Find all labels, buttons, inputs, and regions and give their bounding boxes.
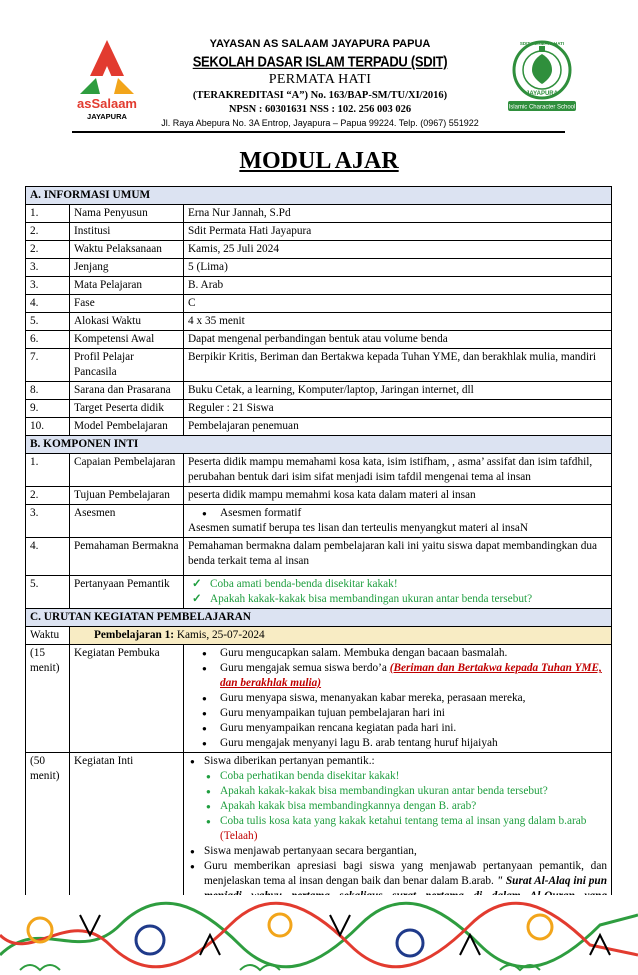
table-row: 1. Capaian Pembelajaran Peserta didik mampu memahami kosa kata, isim istifham, , asma’ assifat dan isim tafdhil, perubahan bentuk dari isim sifat menjadi isim tafdil mengenai tema al insan (26, 454, 612, 487)
accreditation: (TERAKREDITASI “A”) No. 163/BAP-SM/TU/XI/2016) (192, 90, 448, 101)
emblem-tagline: Islamic Character School (508, 104, 576, 111)
assalaam-logo (70, 36, 144, 122)
list-item: ● Guru menyapa siswa, menanyakan kabar mereka, perasaan mereka, (188, 691, 607, 706)
list-item: ● Guru menyampaikan rencana kegiatan pada hari ini. (188, 721, 607, 736)
table-row: 3. Asesmen ● Asesmen formatif Asesmen sumatif berupa tes lisan dan terteulis menyangkut materi al insaN (26, 505, 612, 538)
foundation-name: YAYASAN AS SALAAM JAYAPURA PAPUA (209, 38, 431, 50)
table-row: 4. Pemahaman Bermakna Pemahaman bermakna dalam pembelajaran kali ini yaitu siswa dapat membandingkan dua benda terkait tema al insan (26, 538, 612, 576)
list-item: ● Apakah kakak-kakak bisa membandingkan ukuran antar benda tersebut? (188, 784, 607, 799)
table-row: 1. Nama Penyusun Erna Nur Jannah, S.Pd (26, 205, 612, 223)
list-item: ● Guru mengucapkan salam. Membuka dengan bacaan basmalah. (188, 646, 607, 661)
list-item: ● Guru menyampaikan tujuan pembelajaran hari ini (188, 706, 607, 721)
table-row: 3. Jenjang 5 (Lima) (26, 259, 612, 277)
table-row: (15 menit) Kegiatan Pembuka ● Guru mengucapkan salam. Membuka dengan bacaan basmalah. ● Guru mengajak semua siswa berdo’a (Beriman dan Bertakwa kepada Tuhan YME, dan berakhlak mulia) ● Guru menyapa siswa, menanyakan kabar mereka, perasaan mereka, ● Guru menyampaikan tujuan pembelajaran hari ini ● Guru menyampaikan rencana kegiatan pada hari ini. ● Guru mengajak menyanyi lagu B. arab tentang huruf hijaiyah (26, 645, 612, 753)
table-row: 2. Waktu Pelaksanaan Kamis, 25 Juli 2024 (26, 241, 612, 259)
school-type: SEKOLAH DASAR ISLAM TERPADU (SDIT) (192, 52, 448, 71)
list-item: ● Apakah kakak bisa membandingkannya dengan B. arab? (188, 799, 607, 814)
table-row: 3. Mata Pelajaran B. Arab (26, 277, 612, 295)
table-row: 10. Model Pembelajaran Pembelajaran penemuan (26, 418, 612, 436)
list-item: ● Guru mengajak semua siswa berdo’a (Beriman dan Bertakwa kepada Tuhan YME, dan berakhlak mulia) (188, 661, 607, 691)
table-row: 8. Sarana dan Prasarana Buku Cetak, a learning, Komputer/laptop, Jaringan internet, dll (26, 382, 612, 400)
list-item: ● Guru mengajak menyanyi lagu B. arab tentang huruf hijaiyah (188, 736, 607, 751)
table-row: 7. Profil Pelajar Pancasila Berpikir Kritis, Beriman dan Bertakwa kepada Tuhan YME, dan berakhlak mulia, mandiri (26, 349, 612, 382)
section-b-heading: B. KOMPONEN INTI (26, 436, 612, 454)
list-item: ● Siswa menjawab pertanyaan secara bergantian, (188, 844, 607, 859)
table-row: 4. Fase C (26, 295, 612, 313)
table-row: 6. Kompetensi Awal Dapat mengenal perbandingan bentuk atau volume benda (26, 331, 612, 349)
decorative-footer (0, 895, 638, 975)
list-item: ● Coba tulis kosa kata yang kakak ketahui tentang tema al insan yang dalam b.arab (Telaah) (188, 814, 607, 844)
table-row: 9. Target Peserta didik Reguler : 21 Siswa (26, 400, 612, 418)
letterhead (0, 0, 638, 135)
modul-table (25, 186, 612, 966)
table-row: Waktu Pembelajaran 1: Kamis, 25-07-2024 (26, 627, 612, 645)
page-title: MODUL AJAR (239, 148, 399, 174)
table-row: 5. Pertanyaan Pemantik ✓ Coba amati benda-benda disekitar kakak! ✓ Apakah kakak-kakak bisa membandingan ukuran antar benda tersebut? (26, 576, 612, 609)
section-a-heading: A. INFORMASI UMUM (26, 187, 612, 205)
emblem-city: JAYAPURA (526, 91, 558, 97)
table-row: 5. Alokasi Waktu 4 x 35 menit (26, 313, 612, 331)
npsn: NPSN : 60301631 NSS : 102. 256 003 026 (228, 104, 412, 115)
list-item: ✓ Coba amati benda-benda disekitar kakak! (188, 577, 607, 592)
emblem-ring-text: SDIT PERMATA HATI (519, 41, 565, 46)
list-item: ✓ Apakah kakak-kakak bisa membandingan ukuran antar benda tersebut? (188, 592, 607, 607)
table-row: (50 menit) Kegiatan Inti ● Siswa diberikan pertanyan pemantik.: ● Coba perhatikan benda disekitar kakak! ● Apakah kakak-kakak bisa membandingkan ukuran antar benda tersebut? ● Apakah kakak bisa membandingkannya dengan B. arab? ● Coba tulis kosa kata yang kakak ketahui tentang tema al insan yang dalam b.arab (Telaah) ● Siswa menjawab pertanyaan secara bergantian, ● Guru memberikan apresiasi bagi siswa yang menjawab pertanyaan pemantik, dan menjelaskan tema al insan dengan baik dan benar dalam B.arab. " Surat Al-Alaq ini pun (26, 753, 612, 966)
table-row: 2. Tujuan Pembelajaran peserta didik mampu memahmi kosa kata dalam materi al insan (26, 487, 612, 505)
address: Jl. Raya Abepura No. 3A Entrop, Jayapura – Papua 99224. Telp. (0967) 551922 (161, 118, 479, 128)
school-name: PERMATA HATI (268, 72, 372, 87)
list-item: ● Asesmen formatif (188, 506, 607, 521)
permata-hati-emblem (502, 36, 582, 116)
table-row: 2. Institusi Sdit Permata Hati Jayapura (26, 223, 612, 241)
logo-wordmark: asSalaam (77, 96, 137, 111)
section-c-heading: C. URUTAN KEGIATAN PEMBELAJARAN (26, 609, 612, 627)
list-item: ● Guru memberikan apresiasi bagi siswa yang menjawab pertanyaan pemantik, dan menjelaskan tema al insan dengan baik dan benar dalam B.arab. " Surat Al-Alaq ini pun (188, 859, 607, 964)
list-item: ● Siswa diberikan pertanyan pemantik.: (188, 754, 607, 769)
logo-city: JAYAPURA (87, 112, 127, 121)
list-item: ● Coba perhatikan benda disekitar kakak! (188, 769, 607, 784)
header-divider (72, 131, 565, 133)
